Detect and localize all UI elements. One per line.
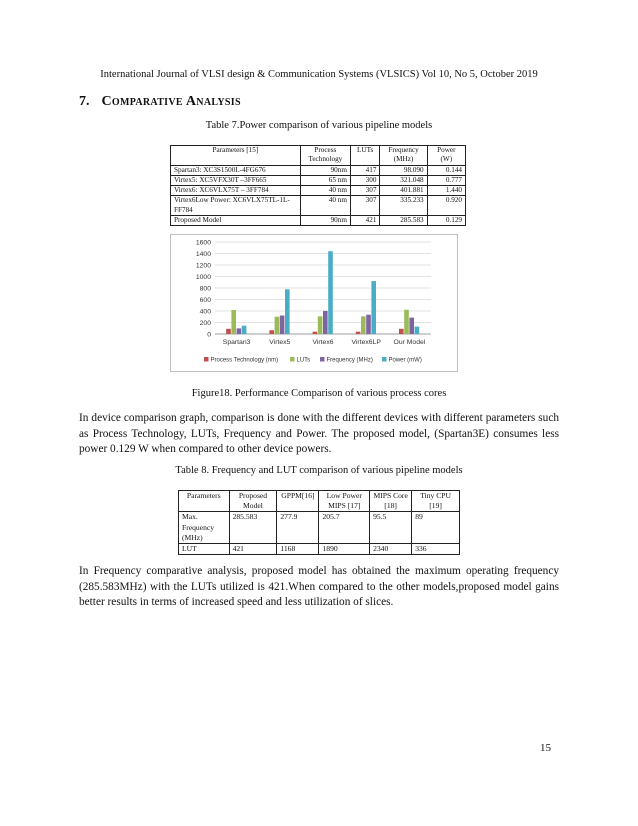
bar bbox=[226, 329, 231, 334]
section-heading bbox=[79, 94, 241, 110]
table-row bbox=[179, 512, 460, 544]
x-tick-label: Virtex5 bbox=[269, 339, 291, 346]
table-cell: 0.144 bbox=[427, 165, 465, 175]
bar bbox=[269, 330, 274, 334]
table-row bbox=[171, 216, 466, 226]
table-row bbox=[171, 196, 466, 216]
section-number: 7. bbox=[79, 94, 90, 109]
table-cell: 40 nm bbox=[300, 186, 350, 196]
table-cell: 417 bbox=[350, 165, 380, 175]
y-tick-label: 800 bbox=[199, 285, 211, 293]
x-tick-label: Virtex6LP bbox=[351, 339, 381, 346]
bar bbox=[318, 316, 323, 334]
table-row bbox=[171, 175, 466, 185]
table-cell: 65 nm bbox=[300, 175, 350, 185]
table7-caption: Table 7.Power comparison of various pipeline models bbox=[205, 120, 433, 131]
table-cell: 307 bbox=[350, 196, 380, 216]
figure18-caption: Figure18. Performance Comparison of various process cores bbox=[191, 388, 447, 399]
y-tick-label: 1600 bbox=[195, 239, 211, 247]
table-cell: Virtex6: XC6VLX75T – 3FF784 bbox=[171, 186, 301, 196]
table7-header-cell: LUTs bbox=[350, 146, 380, 166]
bar bbox=[361, 316, 366, 334]
table-cell: 285.583 bbox=[229, 512, 277, 544]
bar bbox=[323, 311, 328, 334]
bar bbox=[328, 251, 333, 334]
table-row bbox=[179, 544, 460, 555]
x-tick-label: Virtex6 bbox=[312, 339, 334, 346]
x-tick-label: Our Model bbox=[393, 339, 426, 346]
table8-frequency-lut-comparison bbox=[178, 490, 460, 555]
y-tick-label: 1400 bbox=[195, 251, 211, 258]
y-tick-label: 0 bbox=[207, 331, 211, 339]
table7-header-cell: Frequency (MHz) bbox=[380, 146, 427, 166]
bar bbox=[280, 316, 285, 334]
table-row bbox=[171, 186, 466, 196]
bar bbox=[242, 326, 247, 334]
bar bbox=[404, 310, 409, 334]
journal-header: International Journal of VLSI design & Communication Systems (VLSICS) Vol 10, No 5, October 2019 bbox=[100, 69, 538, 80]
bar bbox=[399, 329, 404, 334]
table-cell: 335.233 bbox=[380, 196, 427, 216]
table-cell: 285.583 bbox=[380, 216, 427, 226]
table-cell: 0.777 bbox=[427, 175, 465, 185]
legend-label: Process Technology (nm) bbox=[210, 357, 279, 364]
table-cell: 307 bbox=[350, 186, 380, 196]
table-cell: Max. Frequency (MHz) bbox=[179, 512, 230, 544]
table-cell: 1168 bbox=[277, 544, 319, 555]
bar bbox=[371, 281, 376, 334]
table-row bbox=[171, 165, 466, 175]
x-tick-label: Spartan3 bbox=[222, 339, 251, 346]
table-cell: 1.440 bbox=[427, 186, 465, 196]
table8-header-cell: Proposed Model bbox=[229, 491, 277, 512]
table-cell: 90nm bbox=[300, 216, 350, 226]
table8-header-cell: Low Power MIPS [17] bbox=[319, 491, 370, 512]
y-tick-label: 1000 bbox=[195, 274, 211, 281]
table-cell: 421 bbox=[229, 544, 277, 555]
bar bbox=[237, 328, 242, 334]
page-number: 15 bbox=[540, 742, 551, 754]
legend-swatch bbox=[382, 357, 387, 362]
paragraph-device-comparison: In device comparison graph, comparison is done with the different devices with different parameters such as Process Technology, LUTs, Frequency and Power. The proposed model, (Spartan3E) consumes less power 0.129 W when compared to other device powers. bbox=[79, 412, 559, 455]
table7-header-cell: Power (W) bbox=[427, 146, 465, 166]
table7-header-row bbox=[171, 146, 466, 166]
y-tick-label: 1200 bbox=[195, 262, 211, 270]
paragraph-frequency-analysis: In Frequency comparative analysis, proposed model has obtained the maximum operating frequency (285.583MHz) with the LUTs utilized is 421.When compared to the other models,proposed model gains better results in terms of increased speed and less utilization of slices. bbox=[79, 565, 559, 608]
performance-bar-chart bbox=[171, 235, 457, 371]
table8-header-cell: Parameters bbox=[179, 491, 230, 512]
bar bbox=[366, 315, 371, 334]
table7-power-comparison bbox=[170, 145, 466, 226]
table-cell: 336 bbox=[412, 544, 460, 555]
table-cell: 321.048 bbox=[380, 175, 427, 185]
table-cell: 300 bbox=[350, 175, 380, 185]
table-cell: Virtex5: XC5VFX30T –3FF665 bbox=[171, 175, 301, 185]
table-cell: 277.9 bbox=[277, 512, 319, 544]
table-cell: Proposed Model bbox=[171, 216, 301, 226]
table-cell: Virtex6Low Power: XC6VLX75TL-1L-FF784 bbox=[171, 196, 301, 216]
table8-caption: Table 8. Frequency and LUT comparison of various pipeline models bbox=[175, 465, 463, 476]
legend-swatch bbox=[204, 357, 209, 362]
bar bbox=[285, 289, 290, 334]
table-cell: 0.129 bbox=[427, 216, 465, 226]
table7-header-cell: Process Technology bbox=[300, 146, 350, 166]
table7-header-cell: Parameters [15] bbox=[171, 146, 301, 166]
table8-header-cell: GPPM[16] bbox=[277, 491, 319, 512]
table-cell: 2340 bbox=[370, 544, 412, 555]
y-tick-label: 400 bbox=[199, 308, 211, 316]
table8-header-cell: Tiny CPU [19] bbox=[412, 491, 460, 512]
bar bbox=[313, 332, 318, 334]
table8-header-row bbox=[179, 491, 460, 512]
legend-label: Power (mW) bbox=[388, 357, 422, 364]
table-cell: 0.920 bbox=[427, 196, 465, 216]
bar bbox=[275, 317, 280, 334]
table-cell: 401.881 bbox=[380, 186, 427, 196]
performance-chart-frame bbox=[170, 234, 458, 372]
table-cell: 421 bbox=[350, 216, 380, 226]
bar bbox=[409, 318, 414, 334]
legend-swatch bbox=[290, 357, 295, 362]
table-cell: 89 bbox=[412, 512, 460, 544]
legend-label: LUTs bbox=[296, 357, 311, 364]
section-title: Comparative Analysis bbox=[101, 94, 241, 109]
bar bbox=[356, 332, 361, 334]
table8-header-cell: MIPS Core [18] bbox=[370, 491, 412, 512]
table-cell: LUT bbox=[179, 544, 230, 555]
table-cell: Spartan3: XC3S1500L-4FG676 bbox=[171, 165, 301, 175]
bar bbox=[415, 327, 420, 334]
legend-label: Frequency (MHz) bbox=[326, 357, 373, 364]
table-cell: 205.7 bbox=[319, 512, 370, 544]
table-cell: 98.090 bbox=[380, 165, 427, 175]
legend-swatch bbox=[320, 357, 325, 362]
bar bbox=[231, 310, 236, 334]
table-cell: 1890 bbox=[319, 544, 370, 555]
table-cell: 90nm bbox=[300, 165, 350, 175]
table-cell: 40 nm bbox=[300, 196, 350, 216]
y-tick-label: 200 bbox=[199, 320, 211, 327]
table-cell: 95.5 bbox=[370, 512, 412, 544]
y-tick-label: 600 bbox=[199, 297, 211, 304]
